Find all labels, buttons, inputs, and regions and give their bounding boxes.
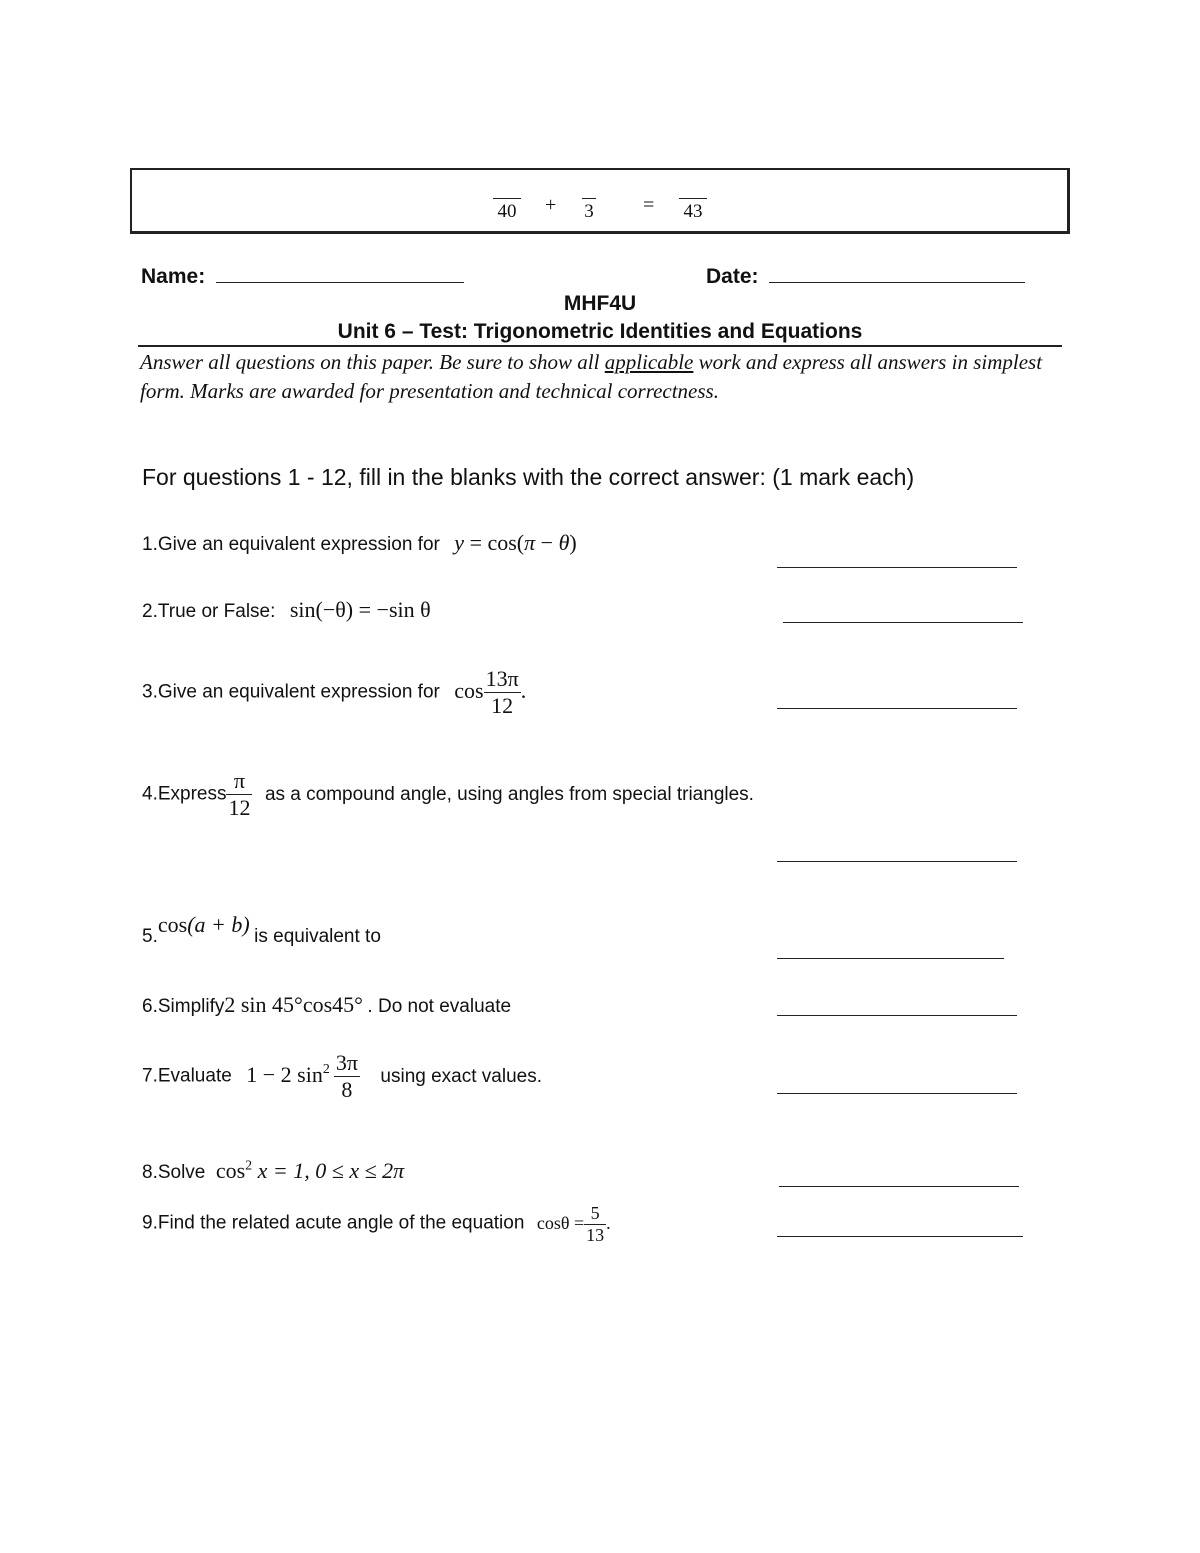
answer-blank-1[interactable] [777, 567, 1017, 568]
instructions: Answer all questions on this paper. Be sure to show all applicable work and express all answers in simplest form. Marks are awarded for presentation and technical correctness. [140, 350, 1043, 403]
name-field [141, 265, 464, 289]
q9-expression: cosθ = $\frac{5}{13}$ . [536, 1203, 611, 1245]
answer-blank-3[interactable] [777, 708, 1017, 709]
score-plus: + [545, 194, 557, 216]
score-equals: = [643, 194, 655, 216]
name-label: Name: [141, 265, 206, 288]
q3-expression: cos $\frac{13\pi}{12}$ . [454, 666, 527, 718]
score-part1-total: 40 [497, 201, 517, 222]
section-heading: For questions 1 - 12, fill in the blanks with the correct answer: (1 mark each) [142, 464, 915, 490]
q5-expression: cos(a + b) [157, 912, 250, 937]
answer-blank-9[interactable] [777, 1236, 1023, 1237]
score-box [130, 168, 1070, 234]
date-label: Date: [706, 265, 759, 288]
score-part2-total: 3 [584, 201, 594, 222]
title-divider [138, 345, 1062, 347]
name-line[interactable] [216, 282, 464, 283]
q8-expression: $\cos^2 x = 1$, 0 ≤ x ≤ 2π [215, 1158, 405, 1183]
q2-expression: sin(−θ) = −sin θ [289, 597, 431, 622]
q7-expression: 1 − 2 $\sin^2$ $\frac{3\pi}{8}$ [246, 1050, 358, 1102]
q1-expression: y = cos(π − θ) [454, 530, 577, 555]
course-code: MHF4U [563, 292, 637, 315]
answer-blank-4[interactable] [777, 861, 1017, 862]
question-4: 4.Express $\frac{\pi}{12}$ as a compound angle, using angles from special triangles. [142, 768, 754, 820]
answer-blank-2[interactable] [783, 622, 1023, 623]
question-6: 6.Simplify2 sin 45°cos45° . Do not evaluate [142, 992, 512, 1017]
date-field [706, 265, 1025, 289]
score-part2 [580, 198, 598, 223]
q6-expression: 2 sin 45°cos45° [224, 992, 363, 1017]
score-grand-total: 43 [683, 201, 703, 222]
answer-blank-8[interactable] [779, 1186, 1019, 1187]
date-line[interactable] [769, 282, 1025, 283]
answer-blank-7[interactable] [777, 1093, 1017, 1094]
score-part1 [492, 198, 522, 223]
question-8: 8.Solve $\cos^2 x = 1$, 0 ≤ x ≤ 2π [142, 1158, 405, 1183]
question-9: 9.Find the related acute angle of the equation cosθ = $\frac{5}{13}$ . [142, 1203, 611, 1245]
score-total [678, 198, 708, 223]
answer-blank-6[interactable] [777, 1015, 1017, 1016]
page-title: Unit 6 – Test: Trigonometric Identities and Equations [337, 320, 863, 343]
question-3: 3.Give an equivalent expression for cos $\frac{13\pi}{12}$ . [142, 666, 527, 718]
emphasis-applicable: applicable [604, 350, 694, 374]
question-1: 1.Give an equivalent expression for y = cos(π − θ) [142, 530, 577, 555]
question-5: 5.cos(a + b) is equivalent to [142, 912, 381, 947]
question-7: 7.Evaluate 1 − 2 $\sin^2$ $\frac{3\pi}{8}$ using exact values. [142, 1050, 542, 1102]
q4-expression: $\frac{\pi}{12}$ [228, 768, 251, 820]
answer-blank-5[interactable] [777, 958, 1004, 959]
question-2: 2.True or False: sin(−θ) = −sin θ [142, 597, 431, 622]
